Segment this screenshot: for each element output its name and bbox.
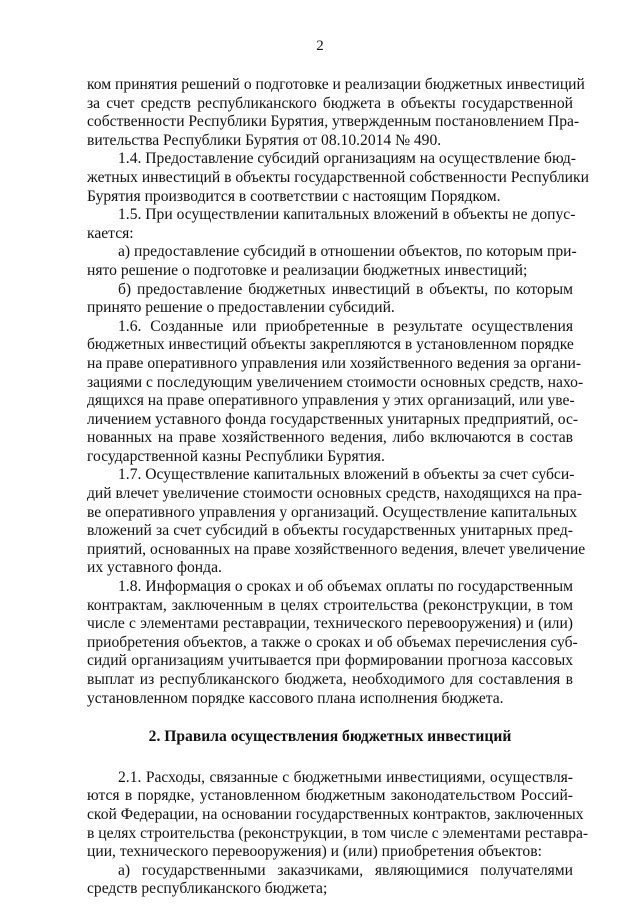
text-line: приобретения объектов, а также о сроках и об объемах перечисления суб- <box>87 633 578 651</box>
text-line: вительства Республики Бурятия от 08.10.2014 № 490. <box>87 131 442 149</box>
text-line: в целях строительства (реконструкции, в том числе с элементами реставра- <box>87 824 589 842</box>
text-line: нованных на праве хозяйственного ведения, либо включаются в состав <box>87 429 573 447</box>
text-line: зациями с последующим увеличением стоимости основных средств, нахо- <box>87 373 584 391</box>
text-line: бюджетных инвестиций объекты закрепляются в установленном порядке <box>87 336 574 354</box>
text-line: б) предоставление бюджетных инвестиций в объекты, по которым <box>118 280 573 298</box>
text-line: установленном порядке кассового плана исполнения бюджета. <box>87 689 504 707</box>
page-number: 2 <box>316 38 324 54</box>
text-line: ве оперативного управления у организаций. Осуществление капитальных <box>87 503 578 521</box>
text-line: а) государственными заказчиками, являющимися получателями <box>118 861 573 879</box>
text-line: за счет средств республиканского бюджета в объекты государственной <box>87 94 573 112</box>
text-line: числе с элементами реставрации, технического перевооружения) и (или) <box>87 615 573 633</box>
text-line: на праве оперативного управления или хозяйственного ведения за органи- <box>87 354 582 372</box>
text-line: Бурятия производится в соответствии с настоящим Порядком. <box>87 187 501 205</box>
text-line: кается: <box>87 224 134 242</box>
text-line: ются в порядке, установленном бюджетным законодательством Россий- <box>87 787 573 805</box>
section-heading: 2. Правила осуществления бюджетных инвестиций <box>148 728 512 746</box>
text-line: дящихся на праве оперативного управления у этих организаций, или уве- <box>87 392 575 410</box>
text-line: дий влечет увеличение стоимости основных средств, находящихся на пра- <box>87 485 582 503</box>
text-line: приятий, основанных на праве хозяйственного ведения, влечет увеличение <box>87 540 586 558</box>
text-line: а) предоставление субсидий в отношении объектов, по которым при- <box>118 243 577 261</box>
text-line: средств республиканского бюджета; <box>87 880 328 898</box>
text-line: сидий организациям учитывается при формировании прогноза кассовых <box>87 652 573 670</box>
text-line: 1.8. Информация о сроках и об объемах оплаты по государственным <box>118 578 573 596</box>
text-line: жетных инвестиций в объекты государственной собственности Республики <box>87 168 589 186</box>
text-line: государственной казны Республики Бурятия. <box>87 447 385 465</box>
text-line: 1.7. Осуществление капитальных вложений в объекты за счет субси- <box>118 466 575 484</box>
text-line: 2.1. Расходы, связанные с бюджетными инвестициями, осуществля- <box>118 768 573 786</box>
text-line: принято решение о предоставлении субсидий. <box>87 299 395 317</box>
document-body <box>87 76 589 899</box>
text-line: собственности Республики Бурятия, утвержденным постановлением Пра- <box>87 113 580 131</box>
text-line: ции, технического перевооружения) и (или) приобретения объектов: <box>87 843 542 861</box>
text-line: контрактам, заключенным в целях строительства (реконструкции, в том <box>87 596 573 614</box>
text-line: ской Федерации, на основании государственных контрактов, заключенных <box>87 805 584 823</box>
text-line: выплат из республиканского бюджета, необходимого для составления в <box>87 671 573 688</box>
text-line: нято решение о подготовке и реализации бюджетных инвестиций; <box>87 261 528 279</box>
text-line: 1.5. При осуществлении капитальных вложений в объекты не допус- <box>118 206 576 224</box>
text-line: вложений за счет субсидий в объекты государственных унитарных пред- <box>87 522 573 540</box>
text-line: 1.6. Созданные или приобретенные в результате осуществления <box>118 317 573 335</box>
text-line: личением уставного фонда государственных унитарных предприятий, ос- <box>87 410 579 428</box>
text-line: ком принятия решений о подготовке и реализации бюджетных инвестиций <box>87 76 585 93</box>
text-line: их уставного фонда. <box>87 559 222 577</box>
text-line: 1.4. Предоставление субсидий организациям на осуществление бюд- <box>118 150 576 168</box>
